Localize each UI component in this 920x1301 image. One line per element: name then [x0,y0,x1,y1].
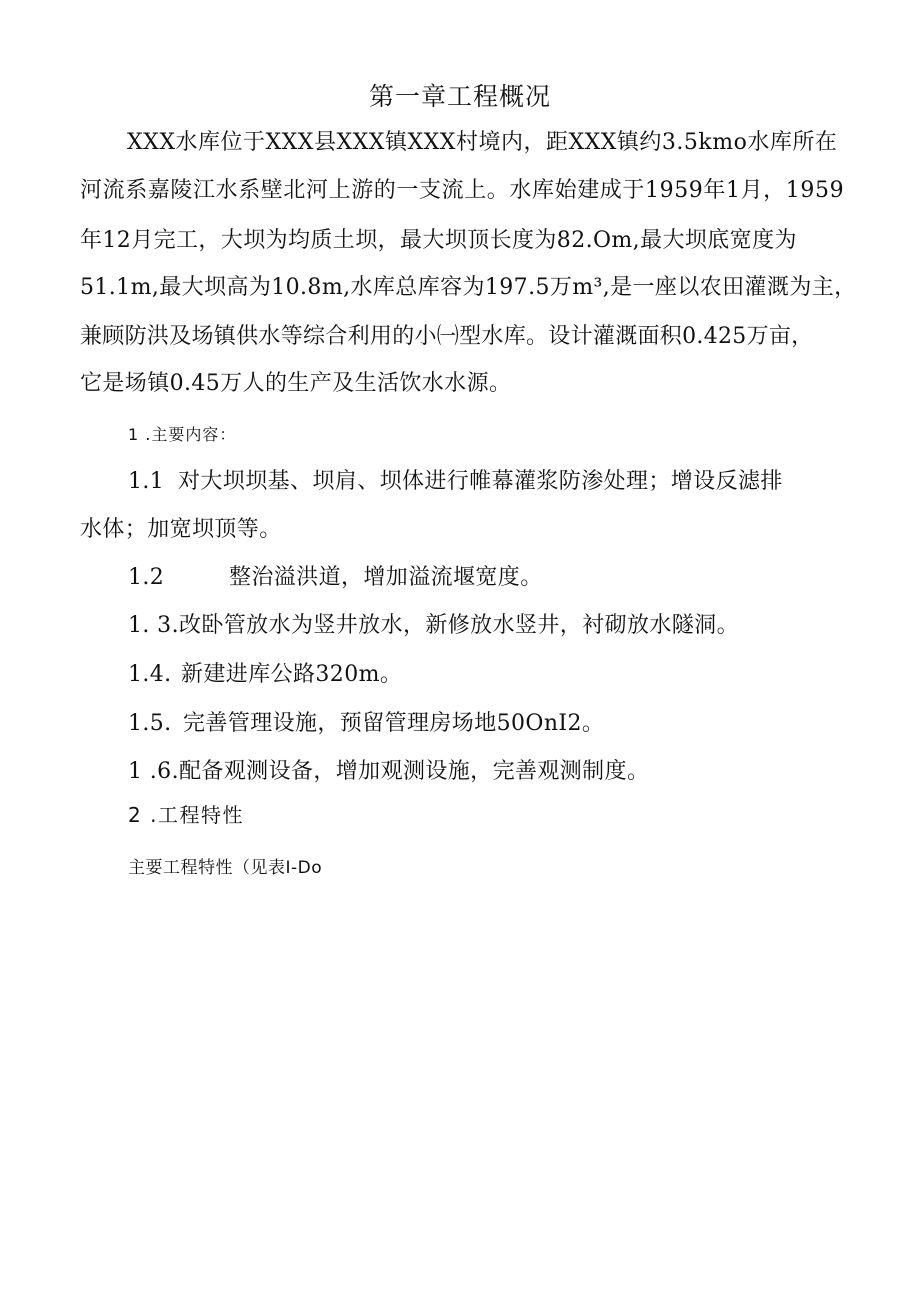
item-1-6-text: 1 .6.配备观测设备，增加观测设施，完善观测制度。 [128,759,650,784]
item-1-1-continuation: 水体；加宽坝顶等。 [80,517,282,542]
intro-line-5: 兼顾防洪及场镇供水等综合利用的小㈠型水库。设计灌溉面积0.425万亩， [80,324,814,349]
intro-line-6: 它是场镇0.45万人的生产及生活饮水水源。 [80,371,512,396]
table-reference: 主要工程特性（见表I-Do [128,858,323,878]
item-1-5-number: 1.5. [128,711,172,736]
item-1-3-text: 1. 3.改卧管放水为竖井放水，新修放水竖井，衬砌放水隧洞。 [128,613,739,638]
item-1-2-number: 1.2 [128,565,165,590]
main-content-heading: 1 .主要内容： [128,425,237,444]
item-1-5-text: 完善管理设施，预留管理房场地50OnI2。 [183,711,605,736]
intro-line-4: 51.1m,最大坝高为10.8m,水库总库容为197.5万m³,是一座以农田灌溉为主， [80,275,857,300]
item-1-1-text: 对大坝坝基、坝肩、坝体进行帷幕灌浆防渗处理；增设反滤排 [178,469,783,494]
item-1-1-number: 1.1 [128,469,165,494]
section-2-heading: 2 .工程特性 [128,803,244,827]
item-1-4-text: 新建进库公路320m。 [181,662,403,687]
item-1-2-text: 整治溢洪道，增加溢流堰宽度。 [229,565,543,590]
chapter-title: 第一章工程概况 [368,82,551,111]
intro-line-3: 年12月完工，大坝为均质土坝，最大坝顶长度为82.Om,最大坝底宽度为 [80,228,797,253]
item-1-4-number: 1.4. [128,662,172,687]
intro-line-1: XXX水库位于XXX县XXX镇XXX村境内，距XXX镇约3.5kmo水库所在 [127,130,838,155]
intro-line-2: 河流系嘉陵江水系壁北河上游的一支流上。水库始建成于1959年1月，1959 [80,178,845,203]
